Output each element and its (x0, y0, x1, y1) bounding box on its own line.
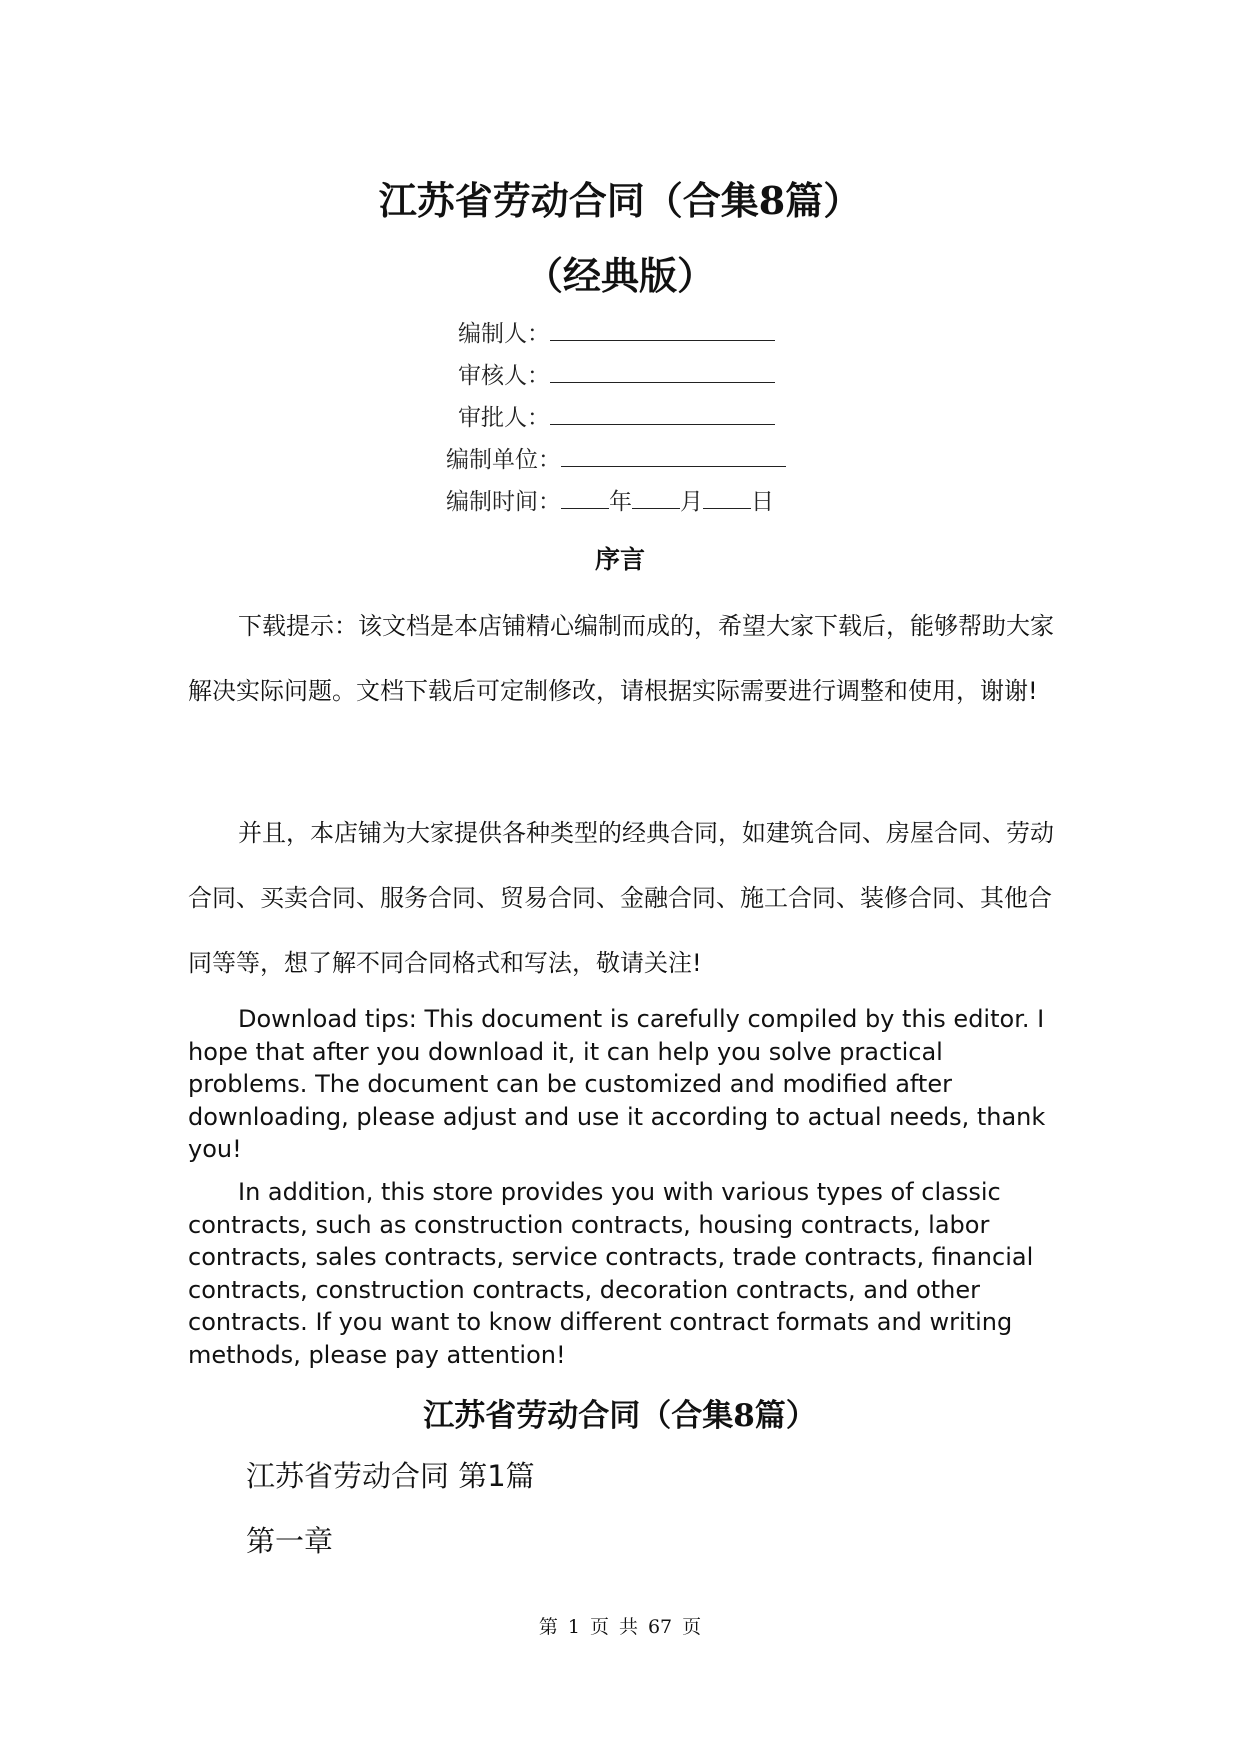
footer-page-label-3: 页 (682, 1616, 702, 1638)
unit-blank (561, 446, 786, 467)
footer-page-label-2: 页 (589, 1616, 609, 1638)
unit-row (446, 441, 786, 474)
part-title: 江苏省劳动合同 第1篇 (246, 1459, 535, 1493)
preface-text-cn-2: 并且，本店铺为大家提供各种类型的经典合同，如建筑合同、房屋合同、劳动合同、买卖合同、服务合同、贸易合同、金融合同、施工合同、装修合同、其他合同等等，想了解不同合同格式和写法，敬请关注! (188, 819, 1054, 977)
reviewer-row (458, 357, 775, 390)
preface-text-cn-1: 下载提示：该文档是本店铺精心编制而成的，希望大家下载后，能够帮助大家解决实际问题。文档下载后可定制修改，请根据实际需要进行调整和使用，谢谢! (188, 612, 1054, 705)
preface-paragraph-en-1 (188, 1003, 1068, 1166)
approver-label: 审批人： (458, 405, 550, 431)
unit-label: 编制单位： (446, 447, 561, 473)
approver-blank (550, 404, 775, 425)
time-label: 编制时间： (446, 489, 561, 515)
footer-page-label-1: 第 (538, 1616, 558, 1638)
compiler-label: 编制人： (458, 321, 550, 347)
day-label: 日 (751, 489, 774, 515)
footer-page-number: 1 (567, 1616, 580, 1638)
chapter-title: 第一章 (246, 1524, 334, 1558)
compiler-row (458, 315, 775, 348)
document-title: 江苏省劳动合同（合集8篇） (378, 178, 862, 223)
footer-total-label: 共 (618, 1616, 638, 1638)
year-blank (561, 488, 609, 509)
approver-row (458, 399, 775, 432)
reviewer-label: 审核人： (458, 363, 550, 389)
compiler-blank (550, 320, 775, 341)
year-label: 年 (609, 489, 632, 515)
page-footer (0, 1612, 1240, 1639)
day-blank (703, 488, 751, 509)
preface-paragraph-en-2 (188, 1176, 1068, 1372)
preface-title: 序言 (594, 545, 645, 574)
section-title: 江苏省劳动合同（合集8篇） (423, 1398, 817, 1434)
footer-total-pages: 67 (647, 1616, 673, 1638)
reviewer-blank (550, 362, 775, 383)
preface-text-en-1: Download tips: This document is carefully compiled by this editor. I hope that after you download it, it can help you solve practical problems. The document can be customized and modified after downloading, please adjust and use it according to actual needs, thank you! (188, 1005, 1046, 1164)
preface-text-en-2: In addition, this store provides you with various types of classic contracts, such as construction contracts, housing contracts, labor contracts, sales contracts, service contracts, trade contracts, financial contracts, construction contracts, decoration contracts, and other contracts. If you want to know different contract formats and writing methods, please pay attention! (188, 1178, 1034, 1369)
document-subtitle: （经典版） (524, 253, 715, 298)
month-blank (632, 488, 680, 509)
time-row (446, 483, 774, 516)
preface-paragraph-cn-1 (188, 594, 1068, 724)
preface-paragraph-cn-2 (188, 801, 1068, 996)
month-label: 月 (680, 489, 703, 515)
